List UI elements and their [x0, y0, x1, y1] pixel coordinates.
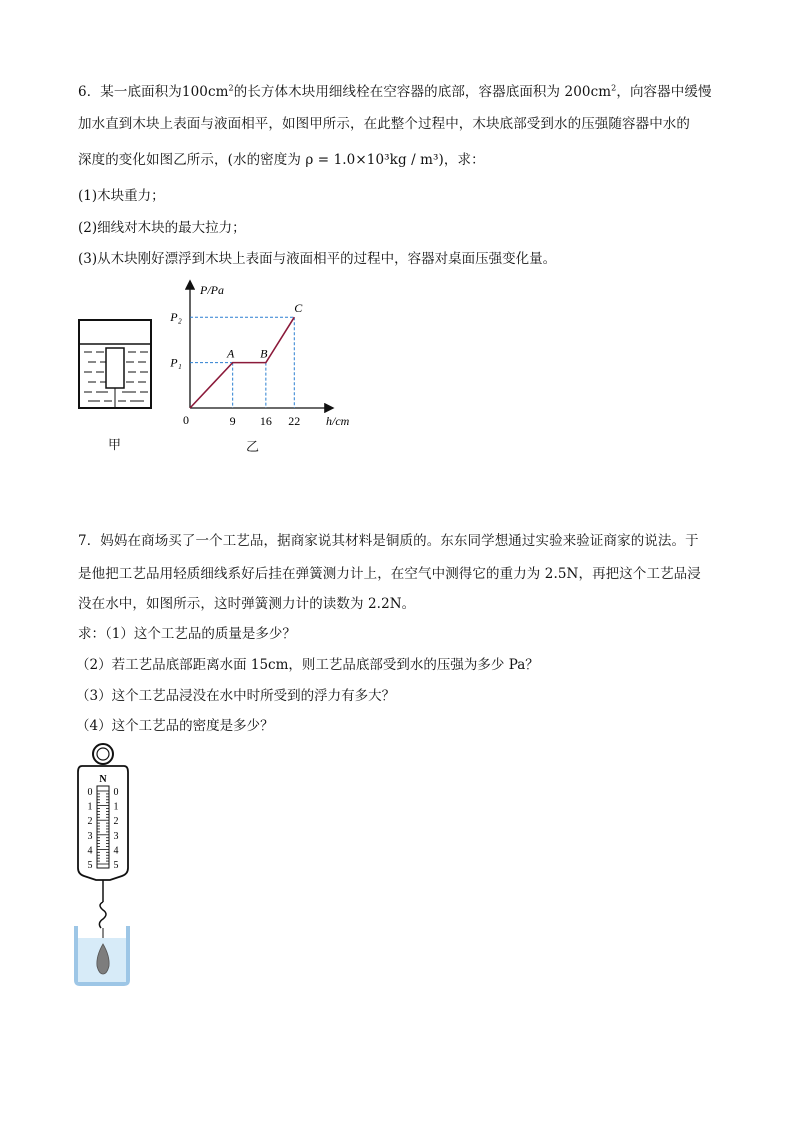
q7-line-1: 7．妈妈在商场买了一个工艺品，据商家说其材料是铜质的。东东同学想通过实验来验证商家的说法。于	[78, 533, 699, 549]
q6-line-1-b: 的长方体木块用细线栓在空容器的底部，容器底面积为 200cm	[233, 84, 612, 100]
q6-line-2: 加水直到木块上表面与液面相平，如图甲所示，在此整个过程中，木块底部受到水的压强随容器中水的	[78, 116, 690, 132]
scale-mark-l-3: 3	[87, 830, 93, 842]
q7-sub-3: （3）这个工艺品浸没在水中时所受到的浮力有多大？	[76, 688, 396, 704]
q6-sub-2: (2)细线对木块的最大拉力；	[78, 220, 246, 236]
scale-mark-l-2: 2	[87, 816, 93, 828]
x-tick-9: 9	[229, 414, 236, 428]
y-tick-1: P₁	[170, 355, 182, 370]
scale-mark-r-4: 4	[113, 845, 119, 857]
y-tick-2: P₂	[170, 310, 182, 325]
scale-unit-label: N	[99, 774, 107, 785]
scale-mark-l-1: 1	[87, 801, 93, 813]
q6-sub-1: (1)木块重力；	[78, 188, 165, 204]
figure-jia-caption: 甲	[108, 438, 122, 453]
y-axis-label: P/Pa	[200, 283, 224, 297]
x-tick-22: 22	[288, 414, 301, 428]
x-tick-16: 16	[259, 414, 272, 428]
point-label-B: B	[260, 346, 268, 361]
figure-jia-container	[78, 318, 152, 410]
spring-scale-figure	[70, 742, 140, 988]
q6-line-1	[78, 82, 712, 102]
scale-mark-l-4: 4	[87, 845, 93, 857]
point-label-A: A	[226, 346, 235, 361]
figure-yi-caption: 乙	[246, 440, 260, 455]
scale-mark-l-0: 0	[87, 787, 93, 798]
scale-mark-r-3: 3	[113, 830, 119, 842]
scale-mark-r-5: 5	[113, 860, 119, 871]
q7-sub-4: （4）这个工艺品的密度是多少？	[76, 718, 274, 734]
scale-hook	[99, 902, 106, 928]
q6-sub-3: (3)从木块刚好漂浮到木块上表面与液面相平的过程中，容器对桌面压强变化量。	[78, 251, 557, 267]
q6-line-1-a: 6．某一底面积为100cm	[78, 84, 229, 100]
q7-line-3: 没在水中，如图所示，这时弹簧测力计的读数为 2.2N。	[78, 596, 416, 612]
sup-2b: 2	[611, 83, 617, 93]
point-label-C: C	[294, 301, 303, 316]
scale-mark-r-0: 0	[113, 787, 119, 798]
figure-yi-chart	[168, 278, 358, 433]
scale-mark-r-1: 1	[113, 801, 119, 813]
scale-top-ring	[93, 744, 113, 764]
origin-label: 0	[183, 413, 189, 427]
sup-2: 2	[228, 83, 234, 93]
q7-line-2: 是他把工艺品用轻质细线系好后挂在弹簧测力计上，在空气中测得它的重力为 2.5N，再把这个工艺品浸	[78, 566, 701, 582]
q6-line-3: 深度的变化如图乙所示，(水的密度为 ρ = 1.0×10³kg / m³)，求：	[78, 152, 485, 168]
scale-mark-r-2: 2	[113, 816, 119, 828]
q7-sub-1: 求：（1）这个工艺品的质量是多少？	[78, 626, 296, 642]
q7-sub-2: （2）若工艺品底部距离水面 15cm，则工艺品底部受到水的压强为多少 Pa？	[76, 657, 539, 673]
scale-mark-l-5: 5	[87, 860, 93, 871]
x-axis-label: h/cm	[326, 414, 350, 428]
q6-line-1-c: ，向容器中缓慢	[616, 84, 712, 100]
